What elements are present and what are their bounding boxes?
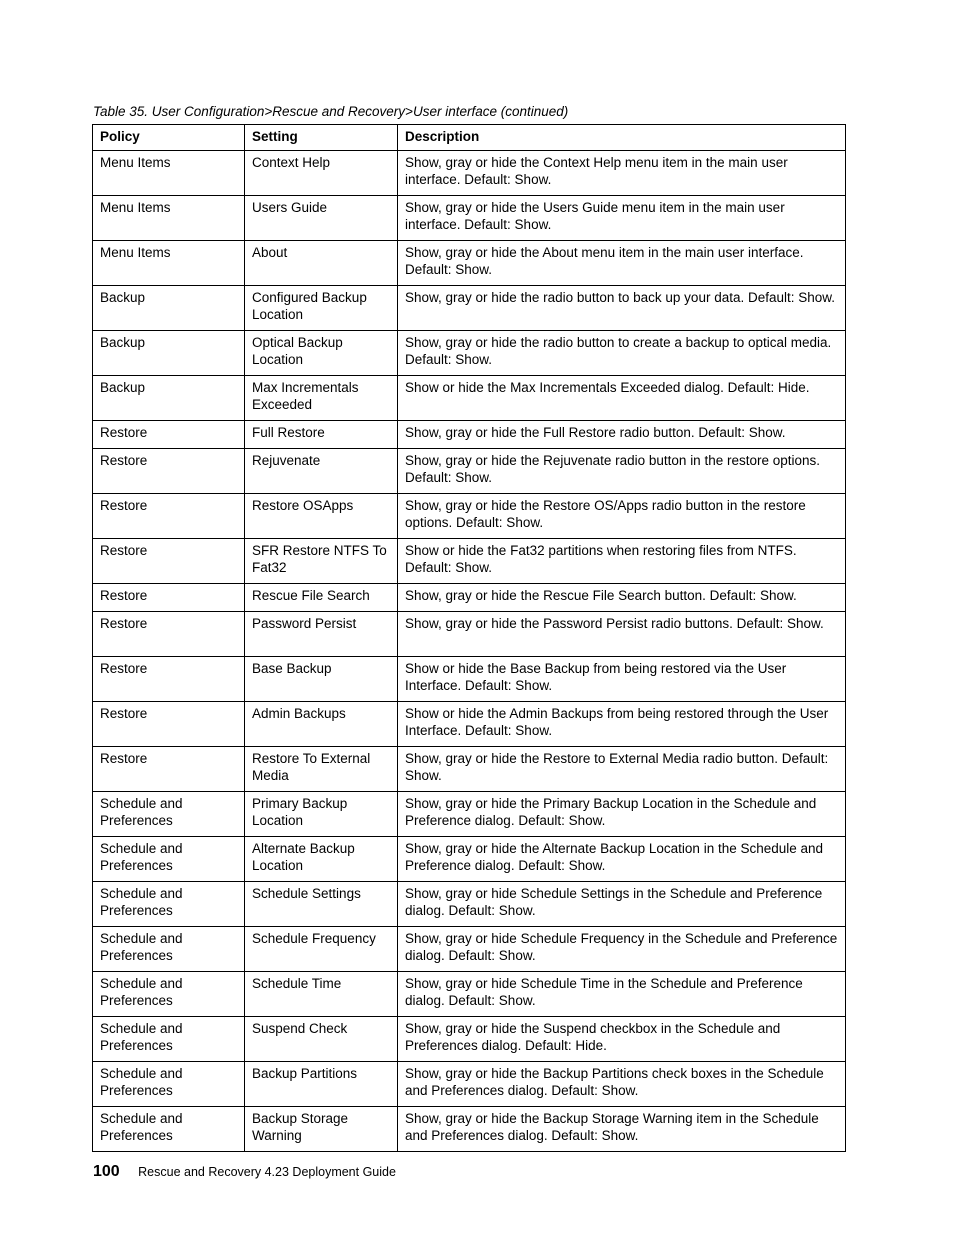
table-row (93, 1062, 846, 1107)
setting-cell: Configured Backup Location (245, 286, 398, 331)
policy-cell: Restore (93, 584, 245, 612)
policy-cell: Backup (93, 331, 245, 376)
description-cell: Show, gray or hide the Password Persist radio buttons. Default: Show. (398, 612, 846, 657)
table-row (93, 331, 846, 376)
footer-title: Rescue and Recovery 4.23 Deployment Guide (138, 1165, 396, 1179)
policy-cell: Schedule and Preferences (93, 972, 245, 1017)
description-cell: Show, gray or hide the Backup Storage Warning item in the Schedule and Preferences dialog. Default: Show. (398, 1107, 846, 1152)
policy-cell: Restore (93, 494, 245, 539)
policy-cell: Restore (93, 421, 245, 449)
setting-cell: Rejuvenate (245, 449, 398, 494)
description-cell: Show, gray or hide the Primary Backup Location in the Schedule and Preference dialog. Default: Show. (398, 792, 846, 837)
policy-cell: Schedule and Preferences (93, 792, 245, 837)
setting-cell: SFR Restore NTFS To Fat32 (245, 539, 398, 584)
setting-cell: Primary Backup Location (245, 792, 398, 837)
policy-cell: Menu Items (93, 196, 245, 241)
description-cell: Show or hide the Fat32 partitions when restoring files from NTFS. Default: Show. (398, 539, 846, 584)
policy-cell: Restore (93, 449, 245, 494)
column-header-policy: Policy (93, 125, 245, 151)
table-row (93, 837, 846, 882)
table-row (93, 612, 846, 657)
policy-cell: Backup (93, 286, 245, 331)
setting-cell: Schedule Settings (245, 882, 398, 927)
policy-cell: Backup (93, 376, 245, 421)
setting-cell: Suspend Check (245, 1017, 398, 1062)
policy-cell: Menu Items (93, 241, 245, 286)
description-cell: Show or hide the Max Incrementals Exceeded dialog. Default: Hide. (398, 376, 846, 421)
description-cell: Show, gray or hide the About menu item in the main user interface. Default: Show. (398, 241, 846, 286)
policy-cell: Schedule and Preferences (93, 1062, 245, 1107)
table-row (93, 539, 846, 584)
table-row (93, 1017, 846, 1062)
table-row (93, 882, 846, 927)
setting-cell: Full Restore (245, 421, 398, 449)
description-cell: Show, gray or hide Schedule Frequency in the Schedule and Preference dialog. Default: Show. (398, 927, 846, 972)
policy-cell: Schedule and Preferences (93, 882, 245, 927)
table-row (93, 286, 846, 331)
description-cell: Show, gray or hide the Full Restore radio button. Default: Show. (398, 421, 846, 449)
description-cell: Show, gray or hide the Rejuvenate radio button in the restore options. Default: Show. (398, 449, 846, 494)
table-row (93, 747, 846, 792)
policy-cell: Schedule and Preferences (93, 1017, 245, 1062)
policy-table (92, 124, 846, 1152)
policy-cell: Menu Items (93, 151, 245, 196)
column-header-setting: Setting (245, 125, 398, 151)
setting-cell: Schedule Time (245, 972, 398, 1017)
description-cell: Show, gray or hide the Users Guide menu item in the main user interface. Default: Show. (398, 196, 846, 241)
setting-cell: Password Persist (245, 612, 398, 657)
description-cell: Show, gray or hide the radio button to back up your data. Default: Show. (398, 286, 846, 331)
setting-cell: Restore OSApps (245, 494, 398, 539)
table-row (93, 972, 846, 1017)
policy-cell: Restore (93, 747, 245, 792)
table-header-row (93, 125, 846, 151)
table-row (93, 584, 846, 612)
table-body (93, 151, 846, 1152)
description-cell: Show, gray or hide the Rescue File Search button. Default: Show. (398, 584, 846, 612)
table-row (93, 421, 846, 449)
setting-cell: About (245, 241, 398, 286)
table-row (93, 657, 846, 702)
setting-cell: Rescue File Search (245, 584, 398, 612)
setting-cell: Restore To External Media (245, 747, 398, 792)
table-row (93, 792, 846, 837)
policy-cell: Restore (93, 657, 245, 702)
setting-cell: Context Help (245, 151, 398, 196)
table-row (93, 494, 846, 539)
description-cell: Show, gray or hide the Backup Partitions check boxes in the Schedule and Preferences dialog. Default: Show. (398, 1062, 846, 1107)
description-cell: Show, gray or hide the Context Help menu item in the main user interface. Default: Show. (398, 151, 846, 196)
setting-cell: Base Backup (245, 657, 398, 702)
column-header-description: Description (398, 125, 846, 151)
description-cell: Show or hide the Admin Backups from being restored through the User Interface. Default: Show. (398, 702, 846, 747)
description-cell: Show, gray or hide Schedule Settings in the Schedule and Preference dialog. Default: Show. (398, 882, 846, 927)
policy-cell: Schedule and Preferences (93, 1107, 245, 1152)
description-cell: Show, gray or hide the Suspend checkbox in the Schedule and Preferences dialog. Default: Hide. (398, 1017, 846, 1062)
policy-cell: Schedule and Preferences (93, 837, 245, 882)
table-row (93, 376, 846, 421)
setting-cell: Backup Partitions (245, 1062, 398, 1107)
setting-cell: Admin Backups (245, 702, 398, 747)
description-cell: Show or hide the Base Backup from being restored via the User Interface. Default: Show. (398, 657, 846, 702)
setting-cell: Users Guide (245, 196, 398, 241)
setting-cell: Alternate Backup Location (245, 837, 398, 882)
setting-cell: Backup Storage Warning (245, 1107, 398, 1152)
description-cell: Show, gray or hide the Restore OS/Apps radio button in the restore options. Default: Show. (398, 494, 846, 539)
table-row (93, 151, 846, 196)
policy-cell: Restore (93, 702, 245, 747)
description-cell: Show, gray or hide the radio button to create a backup to optical media. Default: Show. (398, 331, 846, 376)
description-cell: Show, gray or hide the Alternate Backup Location in the Schedule and Preference dialog. Default: Show. (398, 837, 846, 882)
page-number: 100 (93, 1163, 120, 1180)
description-cell: Show, gray or hide the Restore to External Media radio button. Default: Show. (398, 747, 846, 792)
setting-cell: Max Incrementals Exceeded (245, 376, 398, 421)
table-caption: Table 35. User Configuration>Rescue and Recovery>User interface (continued) (93, 104, 569, 119)
table-row (93, 449, 846, 494)
setting-cell: Schedule Frequency (245, 927, 398, 972)
table-row (93, 702, 846, 747)
table-row (93, 241, 846, 286)
table-row (93, 1107, 846, 1152)
description-cell: Show, gray or hide Schedule Time in the Schedule and Preference dialog. Default: Show. (398, 972, 846, 1017)
setting-cell: Optical Backup Location (245, 331, 398, 376)
policy-cell: Restore (93, 539, 245, 584)
table-row (93, 196, 846, 241)
policy-cell: Restore (93, 612, 245, 657)
table-row (93, 927, 846, 972)
page-footer (93, 1163, 396, 1181)
policy-cell: Schedule and Preferences (93, 927, 245, 972)
